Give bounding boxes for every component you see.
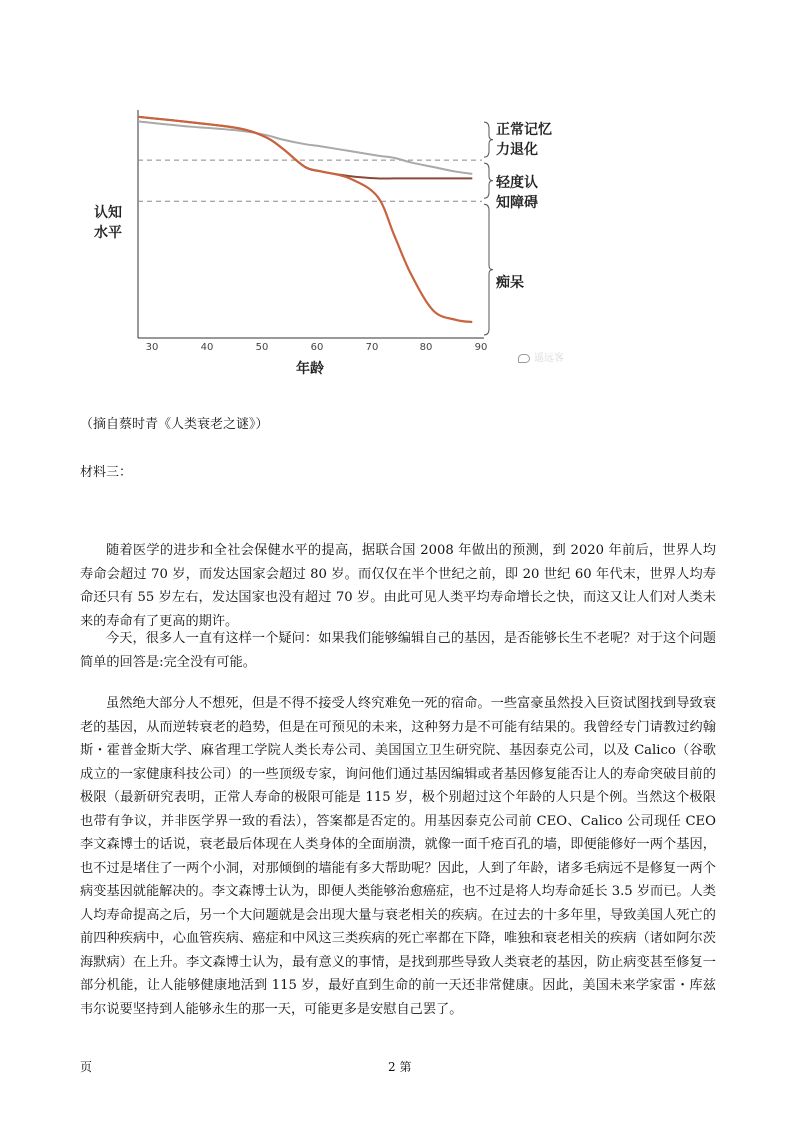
zone-label-dementia-line-1: 痴呆 bbox=[496, 275, 524, 291]
x-tick-90: 90 bbox=[474, 342, 488, 353]
zone-label-mci bbox=[496, 173, 538, 213]
zone-bracket-2 bbox=[484, 163, 493, 198]
paragraph-2: 今天，很多人一直有这样一个疑问：如果我们能够编辑自己的基因，是否能够长生不老呢？对于这个问题简单的回答是:完全没有可能。 bbox=[80, 631, 716, 670]
x-tick-50: 50 bbox=[255, 342, 269, 353]
y-axis-label bbox=[94, 203, 122, 243]
x-tick-70: 70 bbox=[365, 342, 379, 353]
paragraph-3: 虽然绝大部分人不想死，但是不得不接受人终究难免一死的宿命。一些富豪虽然投入巨资试图找到导致衰老的基因，从而逆转衰老的趋势，但是在可预见的未来，这种努力是不可能有结果的。我曾经专门请教过约翰斯・霍普金斯大学、麻省理工学院人类长寿公司、美国国立卫生研究院、基因泰克公司，以及 Calico（谷歌成立的一家健康科技公司）的一些顶级专家，询问他们通过基因编辑或者基因修复能否让人的寿命突破目前的极限（最新研究表明，正常人寿命的极限可能是 115 岁，极个别超过这个年龄的人只是个例。当然这个极限也带有争议，并非医学界一致的看法），答案都是否定的。用基因泰克公司前 CEO、Calico 公司现任 CEO 李文森博士的话说，衰老最后体现在人类身体的全面崩溃，就像一面千疮百孔的墙，即便能修好一两个基因，也不过是堵住了一两个小洞，对那倾倒的墙能有多大帮助呢？因此，人到了年龄，诸多毛病远不是修复一两个病变基因就能解决的。李文森博士认为，即便人类能够治愈癌症，也不过是将人均寿命延长 3.5 岁而已。人类人均寿命提高之后，另一个大问题就是会出现大量与衰老相关的疾病。在过去的十多年里，导致美国人死亡的前四种疾病中，心血管疾病、癌症和中风这三类疾病的死亡率都在下降，唯独和衰老相关的疾病（诸如阿尔茨海默病）在上升。李文森博士认为，最有意义的事情，是找到那些导致人类衰老的基因，防止病变甚至修复一部分机能，让人能够健康地活到 115 岁，最好直到生命的前一天还非常健康。因此，美国未来学家雷・库兹韦尔说要坚持到人能够永生的那一天，可能更多是安慰自己罢了。 bbox=[80, 696, 716, 1017]
chat-bubble-icon bbox=[518, 354, 530, 363]
figure-caption: （摘自蔡时青《人类衰老之谜》） bbox=[80, 417, 269, 432]
x-tick-40: 40 bbox=[200, 342, 214, 353]
x-tick-80: 80 bbox=[419, 342, 433, 353]
cognition-age-figure bbox=[84, 95, 604, 385]
zone-label-dementia bbox=[496, 273, 524, 293]
zone-label-normal bbox=[496, 120, 552, 160]
zone-bracket-1 bbox=[484, 122, 493, 157]
zone-label-mci-line-2: 知障碍 bbox=[496, 195, 538, 211]
y-axis-label-line-1: 认知 bbox=[94, 205, 122, 221]
zone-label-normal-line-2: 力退化 bbox=[496, 142, 538, 158]
section-title: 材料三： bbox=[80, 465, 133, 480]
watermark bbox=[518, 349, 564, 364]
zone-label-normal-line-1: 正常记忆 bbox=[496, 122, 552, 138]
zone-label-mci-line-1: 轻度认 bbox=[496, 175, 538, 191]
x-axis-label: 年龄 bbox=[296, 361, 324, 377]
paragraph-1: 随着医学的进步和全社会保健水平的提高，据联合国 2008 年做出的预测，到 2020 年前后，世界人均寿命会超过 70 岁，而发达国家会超过 80 岁。而仅仅在半个世纪之前，即 20 世纪 60 年代末，世界人均寿命还只有 55 岁左右，发达国家也没有超过 70 岁。由此可见人类平均寿命增长之快，而这又让人们对人类未来的寿命有了更高的期许。 bbox=[80, 543, 716, 629]
y-axis-label-line-2: 水平 bbox=[94, 225, 122, 241]
series-dementia bbox=[138, 117, 472, 322]
x-tick-30: 30 bbox=[145, 342, 159, 353]
footer-page-number: 2 第 bbox=[388, 1060, 412, 1074]
footer-page-left: 页 bbox=[80, 1060, 93, 1074]
zone-bracket-3 bbox=[484, 204, 493, 335]
watermark-text: 遥远客 bbox=[534, 353, 564, 364]
x-tick-60: 60 bbox=[310, 342, 324, 353]
